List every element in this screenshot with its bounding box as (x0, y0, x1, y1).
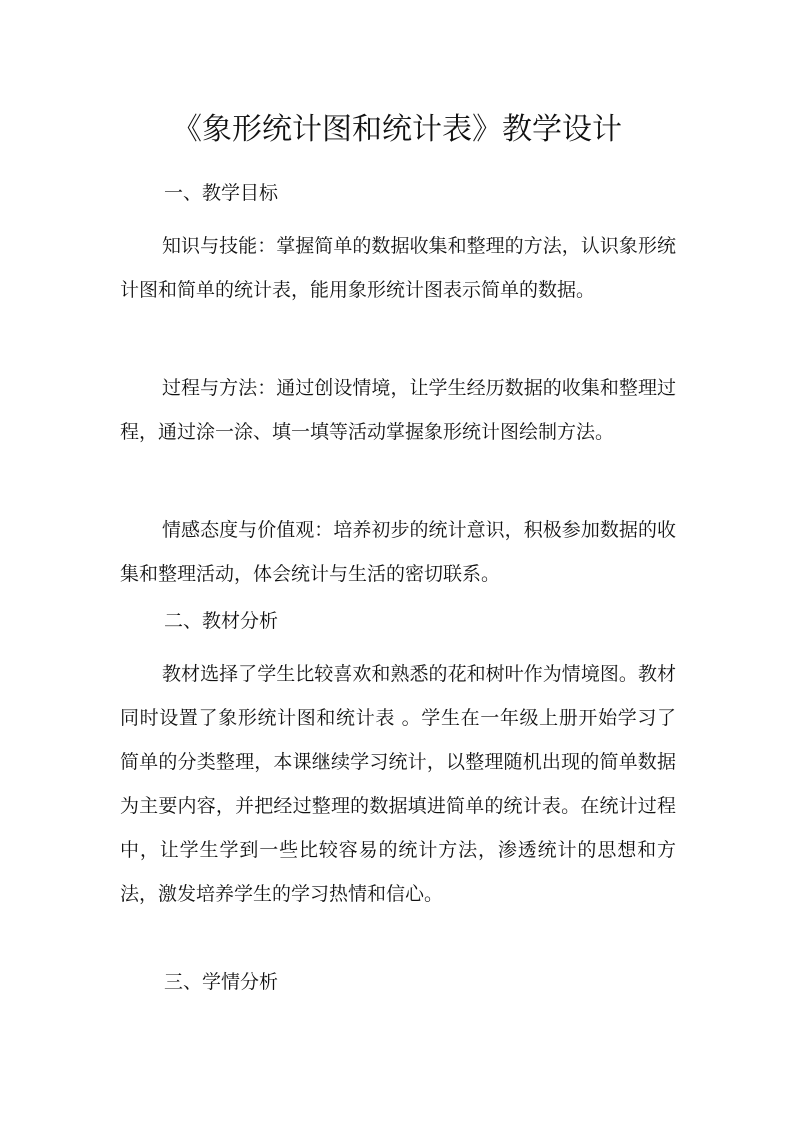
paragraph-process-methods: 过程与方法：通过创设情境，让学生经历数据的收集和整理过程，通过涂一涂、填一填等活动掌握象形统计图绘制方法。 (120, 377, 676, 443)
document-title: 《象形统计图和统计表》教学设计 (172, 112, 622, 147)
paragraph-attitude-values: 情感态度与价值观：培养初步的统计意识，积极参加数据的收集和整理活动，体会统计与生活的密切联系。 (120, 519, 676, 585)
section-heading-learner-analysis: 三、学情分析 (164, 971, 279, 993)
section-heading-objectives: 一、教学目标 (164, 182, 279, 204)
section-heading-material-analysis: 二、教材分析 (164, 610, 279, 632)
paragraph-material-analysis: 教材选择了学生比较喜欢和熟悉的花和树叶作为情境图。教材同时设置了象形统计图和统计表 。学生在一年级上册开始学习了简单的分类整理，本课继续学习统计，以整理随机出现的简单数据为主要内容，并把经过整理的数据填进简单的统计表。在统计过程中，让学生学到一些比较容易的统计方法，渗透统计的思想和方法，激发培养学生的学习热情和信心。 (120, 663, 676, 905)
paragraph-knowledge-skills: 知识与技能：掌握简单的数据收集和整理的方法，认识象形统计图和简单的统计表，能用象形统计图表示简单的数据。 (120, 235, 676, 301)
